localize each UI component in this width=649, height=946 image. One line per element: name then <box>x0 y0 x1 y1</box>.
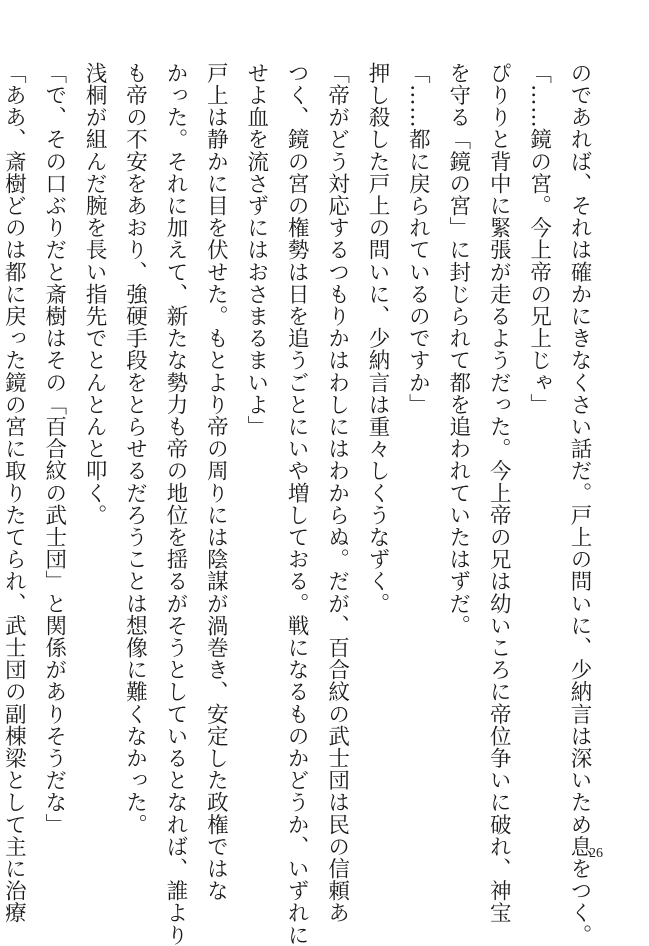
text-line: 戸上は静かに目を伏せた。もとより帝の周りには陰謀が渦巻き、安定した政権ではな <box>203 62 229 902</box>
text-line: つく、鏡の宮の権勢は日を追うごとにいや増しておる。戦になるものかどうか、いずれに <box>284 62 310 946</box>
text-line: のであれば、それは確かにきなくさい話だ。戸上の問いに、少納言は深いため息をつく。 <box>567 62 592 946</box>
text-line: せよ血を流さずにはおさまるまいよ」 <box>243 62 269 438</box>
text-line: を守る「鏡の宮」に封じられて都を追われていたはずだ。 <box>445 62 471 637</box>
text-line: も帝の不安をあおり、強硬手段をとらせるだろうことは想像に難くなかった。 <box>122 62 148 836</box>
text-line: 「ああ、斎樹どのは都に戻った鏡の宮に取りたてられ、武士団の副棟梁として主に治療 <box>1 62 27 924</box>
text-line: ぴりりと背中に緊張が走るようだった。今上帝の兄は幼いころに帝位争いに破れ、神宝 <box>486 62 512 924</box>
text-line: 浅桐が組んだ腕を長い指先でとんとんと叩く。 <box>82 62 108 527</box>
text-line: 押し殺した戸上の問いに、少納言は重々しくうなずく。 <box>364 62 390 615</box>
text-line: 「……鏡の宮。今上帝の兄上じゃ」 <box>526 62 552 416</box>
text-line: 「……都に戻られているのですか」 <box>405 62 431 416</box>
text-line: かった。それに加えて、新たな勢力も帝の地位を揺るがそうとしているとなれば、誰より <box>162 62 188 946</box>
text-line: 「帝がどう対応するつもりかはわしにはわからぬ。だが、百合紋の武士団は民の信頼あ <box>324 62 350 924</box>
page-number: 26 <box>589 846 603 861</box>
text-line: 「で、その口ぶりだと斎樹はその「百合紋の武士団」と関係がありそうだな」 <box>41 62 67 836</box>
